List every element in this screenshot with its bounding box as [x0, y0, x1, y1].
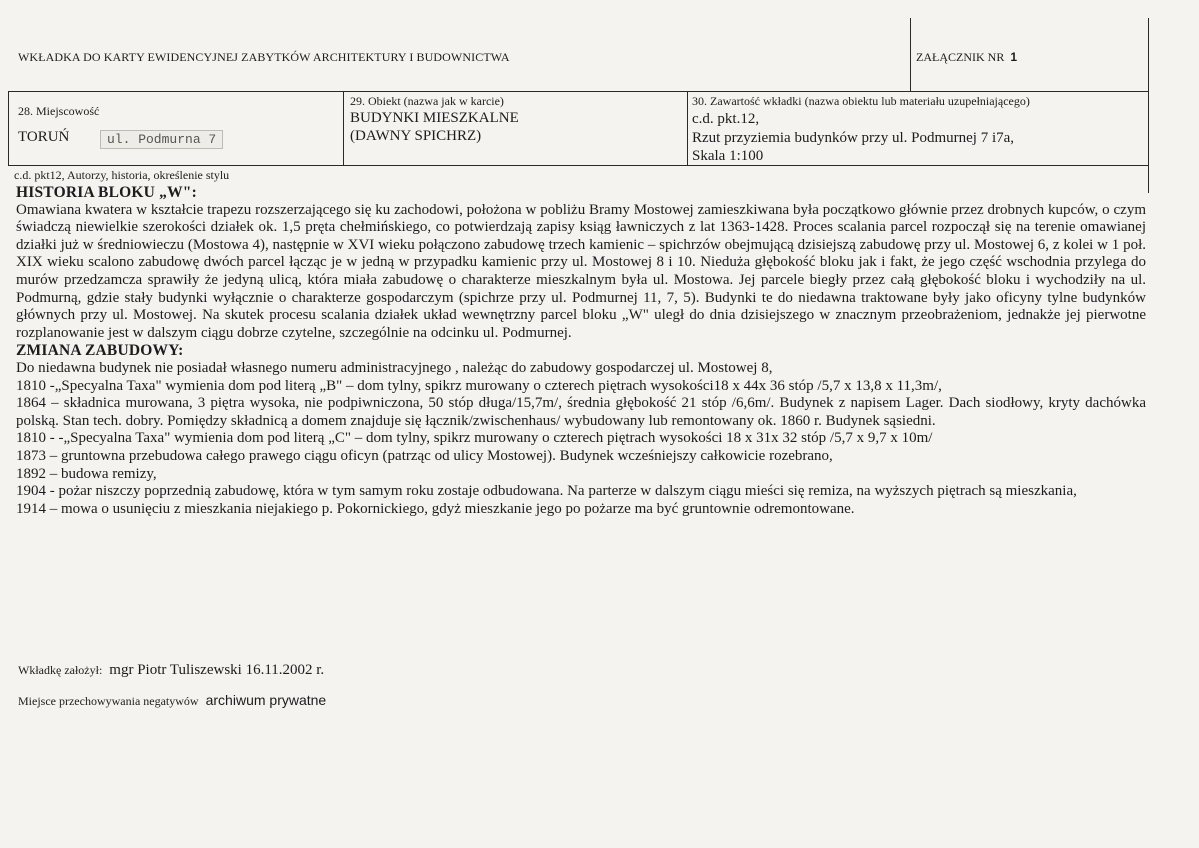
field30-line1: c.d. pkt.12, [692, 111, 760, 127]
attachment-label: ZAŁĄCZNIK NR [916, 50, 1005, 64]
field30-line2: Rzut przyziemia budynków przy ul. Podmurnej 7 i7a, [692, 130, 1015, 146]
field29-line2: (DAWNY SPICHRZ) [350, 128, 482, 144]
zmiana-line: 1873 – gruntowna przebudowa całego prawego ciągu oficyn (patrząc od ulicy Mostowej). Budynek wcześniejszy całkowicie rozebrano, [16, 447, 833, 464]
author-value: mgr Piotr Tuliszewski 16.11.2002 r. [109, 662, 325, 678]
document-body [16, 184, 1146, 518]
field28-label: 28. Miejscowość [18, 104, 100, 118]
field29-line1: BUDYNKI MIESZKALNE [350, 110, 519, 126]
fields-bottom-line [8, 165, 1149, 166]
zmiana-heading: ZMIANA ZABUDOWY: [16, 342, 184, 360]
header-divider [910, 18, 911, 91]
field28-value: TORUŃ [18, 129, 70, 145]
field28-left-line [8, 91, 9, 165]
historia-heading: HISTORIA BLOKU „W": [16, 184, 197, 201]
historia-paragraph: Omawiana kwatera w kształcie trapezu rozszerzającego się ku zachodowi, położona w pobliżu Bramy Mostowej zamieszkiwana była początkowo głównie przez drobnych kupców, o czym świadczą niewielkie szerokości działek ok. 1,5 pręta chełmińskiego, co potwierdzają zapisy ksiąg ławniczych z lat 1363-1428. Proces scalania parcel rozpoczął się na terenie omawianej działki już w średniowieczu (Mostowa 4), następnie w XVI wieku połączono zabudowę trzech kamienic – spichrzów obejmującą dzisiejszą zabudowę przy ul. Mostowej 6, z kolei w 1 poł. XIX wieku scalono zabudowę dwóch parcel łącząc je w jedną w przypadku kamienic przy ul. Mostowej 8 i 10. Nieduża głębokość bloku jak i fakt, że jego część wschodnia przylega do murów przedzamcza sprawiły że jedyną ulicą, która miała zabudowę o charakterze mieszkalnym była ul. Mostowa. Jej parcele biegły przez całą głębokość bloku i wychodziły na ul. Podmurną, gdzie stały budynki wyłącznie o charakterze gospodarczym (spichrze przy ul. Podmurnej 11, 7, 5). Budynki te do niedawna traktowane były jako oficyny tylne budynków głównych przy ul. Mostowej. Na skutek procesu scalania działek układ wewnętrzny parcel bloku „W" uległ do dnia dzisiejszego w znacznym przeobrażeniom, jednakże jej pierwotne rozplanowanie jest w dalszym ciągu dobrze czytelne, szczególnie na odcinku ul. Podmurnej. [16, 201, 1146, 341]
address-stamp: ul. Podmurna 7 [100, 130, 223, 149]
zmiana-line: 1892 – budowa remizy, [16, 465, 157, 482]
footer-storage [18, 692, 326, 709]
field30-line3: Skala 1:100 [692, 148, 764, 164]
zmiana-line: 1904 - pożar niszczy poprzednią zabudowę, która w tym samym roku zostaje odbudowana. Na parterze w dalszym ciągu mieści się remiza, na wyższych piętrach są mieszkania, [16, 483, 1077, 500]
zmiana-line: Do niedawna budynek nie posiadał własnego numeru administracyjnego , należąc do zabudowy gospodarczej ul. Mostowej 8, [16, 359, 773, 376]
field29-label: 29. Obiekt (nazwa jak w karcie) [350, 94, 504, 108]
attachment-number [916, 50, 1017, 65]
header-bottom-line [8, 91, 1149, 92]
field29-left-line [343, 91, 344, 165]
field30-label: 30. Zawartość wkładki (nazwa obiektu lub materiału uzupełniającego) [692, 94, 1030, 108]
zmiana-line: 1810 - -„Specyalna Taxa" wymienia dom pod literą „C" – dom tylny, spikrz murowany o czterech piętrach wysokości 18 x 31x 32 stóp /5,7 x 9,7 x 10m/ [16, 430, 933, 447]
zmiana-line: 1864 – składnica murowana, 3 piętra wysoka, nie podpiwniczona, 50 stóp długa/15,7m/, średnia głębokość 21 stóp /6,6m/. Budynek z napisem Lager. Dach siodłowy, kryty dachówka polską. Stan tech. dobry. Pomiędzy składnicą a domem znajduje się łącznik/zwischenhaus/ wybudowany lub remontowany ok. 1860 r. Budynek sąsiedni. [16, 395, 1146, 429]
author-label: Wkładkę założył: [18, 663, 103, 677]
field30-left-line [687, 91, 688, 165]
attachment-value: 1 [1010, 50, 1018, 64]
storage-value: archiwum prywatne [205, 692, 327, 708]
continuation-note: c.d. pkt12, Autorzy, historia, określenie stylu [14, 168, 230, 182]
zmiana-line: 1810 -„Specyalna Taxa" wymienia dom pod literą „B" – dom tylny, spikrz murowany o czterech piętrach wysokości18 x 44x 36 stóp /5,7 x 13,8 x 11,3m/, [16, 377, 942, 394]
zmiana-line: 1914 – mowa o usunięciu z mieszkania niejakiego p. Pokornickiego, gdyż mieszkanie jego po pożarze ma być gruntownie odremontowane. [16, 500, 855, 517]
right-border [1148, 18, 1149, 193]
form-title: WKŁADKA DO KARTY EWIDENCYJNEJ ZABYTKÓW ARCHITEKTURY I BUDOWNICTWA [18, 50, 510, 64]
footer-author [18, 662, 324, 679]
storage-label: Miejsce przechowywania negatywów [18, 694, 199, 708]
